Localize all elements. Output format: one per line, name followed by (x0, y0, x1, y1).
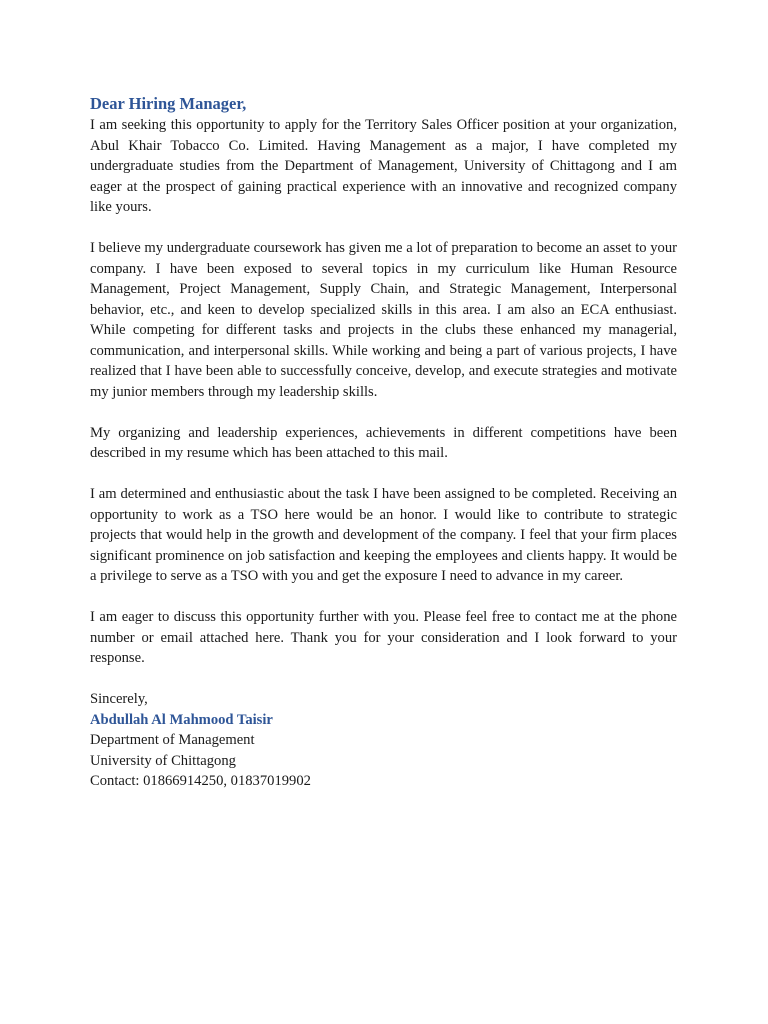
closing-phrase: Sincerely, (90, 691, 148, 707)
paragraph-motivation: I am determined and enthusiastic about the task I have been assigned to be completed. Receiving an opportunity to work as a TSO here would be an honor. I would like to contribute to strategic projects that would help in the growth and development of the company. I feel that your firm places significant prominence on job satisfaction and keeping the employees and clients happy. It would be a privilege to serve as a TSO with you and get the exposure I need to advance in my career. (90, 486, 677, 584)
paragraph-experience: My organizing and leadership experiences, achievements in different competitions have been described in my resume which has been attached to this mail. (90, 424, 677, 461)
salutation: Dear Hiring Manager, (90, 94, 247, 113)
cover-letter (90, 93, 677, 792)
signature-university: University of Chittagong (90, 752, 236, 769)
signature-contact: Contact: 01866914250, 01837019902 (90, 773, 311, 789)
paragraph-coursework: I believe my undergraduate coursework has given me a lot of preparation to become an asset to your company. I have been exposed to several topics in my curriculum like Human Resource Management, Project Management, Supply Chain, and Strategic Management, Interpersonal behavior, etc., and keen to develop specialized skills in this area. I am also an ECA enthusiast. While competing for different tasks and projects in the clubs these enhanced my managerial, communication, and interpersonal skills. While working and being a part of various projects, I have realized that I have been able to successfully conceive, develop, and execute strategies and motivate my junior members through my leadership skills. (90, 240, 677, 400)
signature-name: Abdullah Al Mahmood Taisir (90, 711, 273, 728)
paragraph-intro: I am seeking this opportunity to apply for the Territory Sales Officer position at your organization, Abul Khair Tobacco Co. Limited. Having Management as a major, I have completed my undergraduate studies from the Department of Management, University of Chittagong and I am eager at the prospect of gaining practical experience with an innovative and recognized company like yours. (90, 117, 677, 215)
paragraph-closing: I am eager to discuss this opportunity further with you. Please feel free to contact me at the phone number or email attached here. Thank you for your consideration and I look forward to your response. (90, 609, 677, 666)
signature-block (90, 689, 677, 792)
signature-department: Department of Management (90, 732, 255, 748)
